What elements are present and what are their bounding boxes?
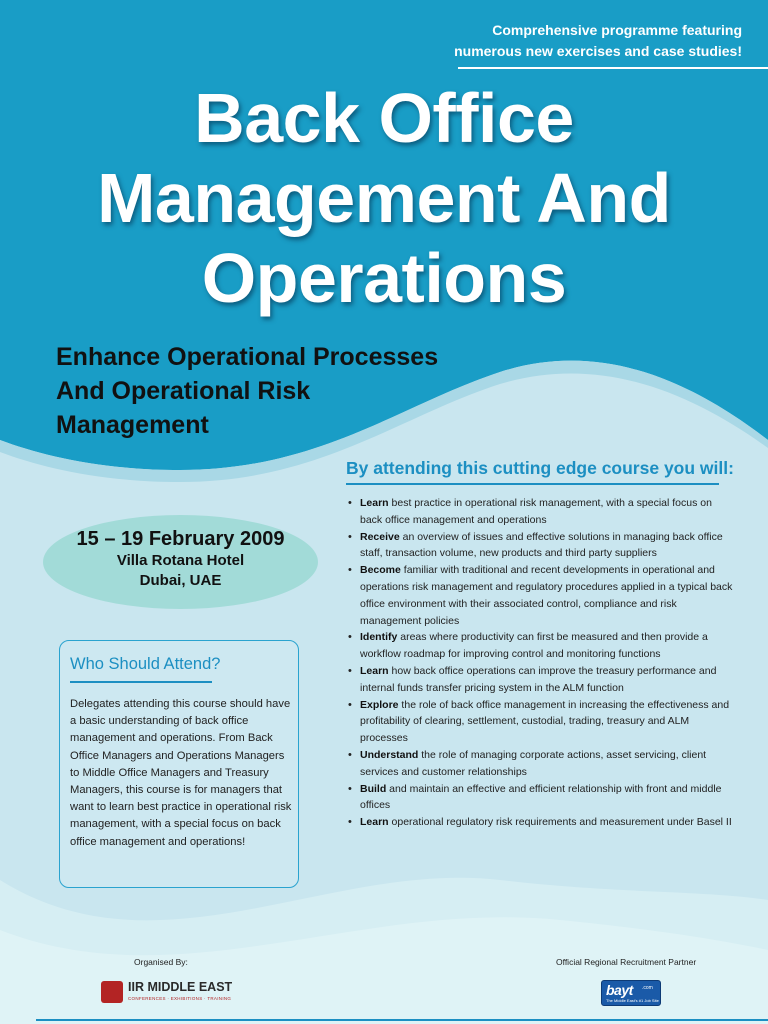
- who-should-attend-heading: Who Should Attend?: [70, 655, 221, 673]
- who-should-attend-box: [59, 640, 299, 888]
- subtitle-line-2: And Operational Risk: [56, 377, 311, 405]
- benefit-item: [346, 629, 736, 663]
- event-details-oval: [43, 515, 318, 609]
- iir-middle-east-logo: [101, 980, 236, 1006]
- benefit-verb: Explore: [360, 698, 399, 711]
- partner-name: bayt: [606, 982, 633, 998]
- organised-by-label: Organised By:: [134, 957, 188, 967]
- bullet-icon: •: [348, 631, 352, 644]
- bullet-icon: •: [348, 497, 352, 509]
- benefit-verb: Learn: [360, 816, 389, 829]
- bullet-icon: •: [348, 698, 352, 711]
- benefit-verb: Receive: [360, 530, 400, 543]
- benefit-item: [346, 697, 736, 747]
- title-line-3: Operations: [201, 239, 567, 317]
- benefit-text: and maintain an effective and efficient relationship with front and middle offices: [360, 782, 722, 812]
- benefit-item: [346, 781, 736, 815]
- subtitle: [56, 340, 526, 442]
- iir-seal-icon: [101, 981, 123, 1003]
- benefit-verb: Understand: [360, 748, 419, 761]
- benefit-text: areas where productivity can first be measured and then provide a workflow roadmap for improving control and monitoring functions: [360, 631, 708, 661]
- bullet-icon: •: [348, 664, 352, 677]
- tagline-line-1: Comprehensive programme featuring: [492, 22, 742, 38]
- benefit-item: [346, 814, 736, 831]
- tagline: [454, 20, 742, 62]
- benefit-verb: Learn: [360, 497, 389, 509]
- benefit-verb: Identify: [360, 631, 398, 644]
- benefit-item: [346, 562, 736, 629]
- benefit-item: [346, 663, 736, 697]
- title-line-1: Back Office: [194, 79, 574, 157]
- attend-heading-divider: [70, 681, 212, 683]
- benefit-verb: Build: [360, 782, 387, 795]
- benefit-text: operational regulatory risk requirements and measurement under Basel II: [388, 816, 732, 829]
- who-should-attend-text: Delegates attending this course should have a basic understanding of back office management and operations. From Back Office Managers and Operations Managers to Middle Office Managers and Treasury Managers, this course is for managers that want to learn best practice in operational risk management, with a special focus on back office management and operations!: [70, 698, 292, 848]
- tagline-divider: [458, 67, 768, 69]
- bayt-logo: [601, 980, 661, 1006]
- tagline-line-2: numerous new exercises and case studies!: [454, 43, 742, 59]
- course-heading-divider: [346, 483, 719, 485]
- partner-slogan: The Middle East's #1 Job Site: [606, 998, 659, 1003]
- course-benefits-heading: By attending this cutting edge course you will:: [346, 458, 734, 478]
- benefit-text: an overview of issues and effective solutions in managing back office staff, transaction volume, new products and third party suppliers: [360, 530, 723, 560]
- bullet-icon: •: [348, 748, 352, 761]
- benefit-item: [346, 529, 736, 563]
- benefit-item: [346, 495, 736, 529]
- benefit-item: [346, 747, 736, 781]
- title-line-2: Management And: [97, 159, 671, 237]
- benefit-text: best practice in operational risk management, with a special focus on back office management and operations: [360, 497, 712, 526]
- event-city: Dubai, UAE: [139, 572, 222, 589]
- benefit-text: how back office operations can improve the treasury performance and internal funds transfer pricing system in the ALM function: [360, 664, 717, 694]
- bullet-icon: •: [348, 782, 352, 795]
- page-title: [0, 78, 768, 318]
- event-venue: Villa Rotana Hotel: [116, 552, 245, 569]
- benefit-verb: Become: [360, 564, 401, 577]
- footer-divider: [36, 1019, 768, 1021]
- benefit-text: familiar with traditional and recent developments in operational and operations risk management and regulatory procedures applied in a typical back office environment with their associated control, compliance and risk management policies: [360, 564, 733, 627]
- organiser-subtitle: CONFERENCES · EXHIBITIONS · TRAINING: [128, 996, 232, 1001]
- event-date: 15 – 19 February 2009: [76, 528, 285, 550]
- course-benefits-list: [346, 495, 736, 831]
- organiser-name: IIR MIDDLE EAST: [128, 980, 233, 994]
- recruitment-partner-label: Official Regional Recruitment Partner: [556, 957, 697, 967]
- bullet-icon: •: [348, 564, 352, 577]
- bullet-icon: •: [348, 816, 352, 829]
- benefit-text: the role of back office management in increasing the effectiveness and profitability of clearing, settlement, custodial, trading, treasury and ALM processes: [360, 698, 730, 745]
- benefit-text: the role of managing corporate actions, asset servicing, client services and customer relationships: [360, 748, 707, 778]
- subtitle-line-3: Management: [56, 411, 209, 439]
- benefit-verb: Learn: [360, 664, 389, 677]
- partner-domain: .com: [642, 985, 653, 991]
- subtitle-line-1: Enhance Operational Processes: [56, 343, 439, 371]
- bullet-icon: •: [348, 530, 352, 543]
